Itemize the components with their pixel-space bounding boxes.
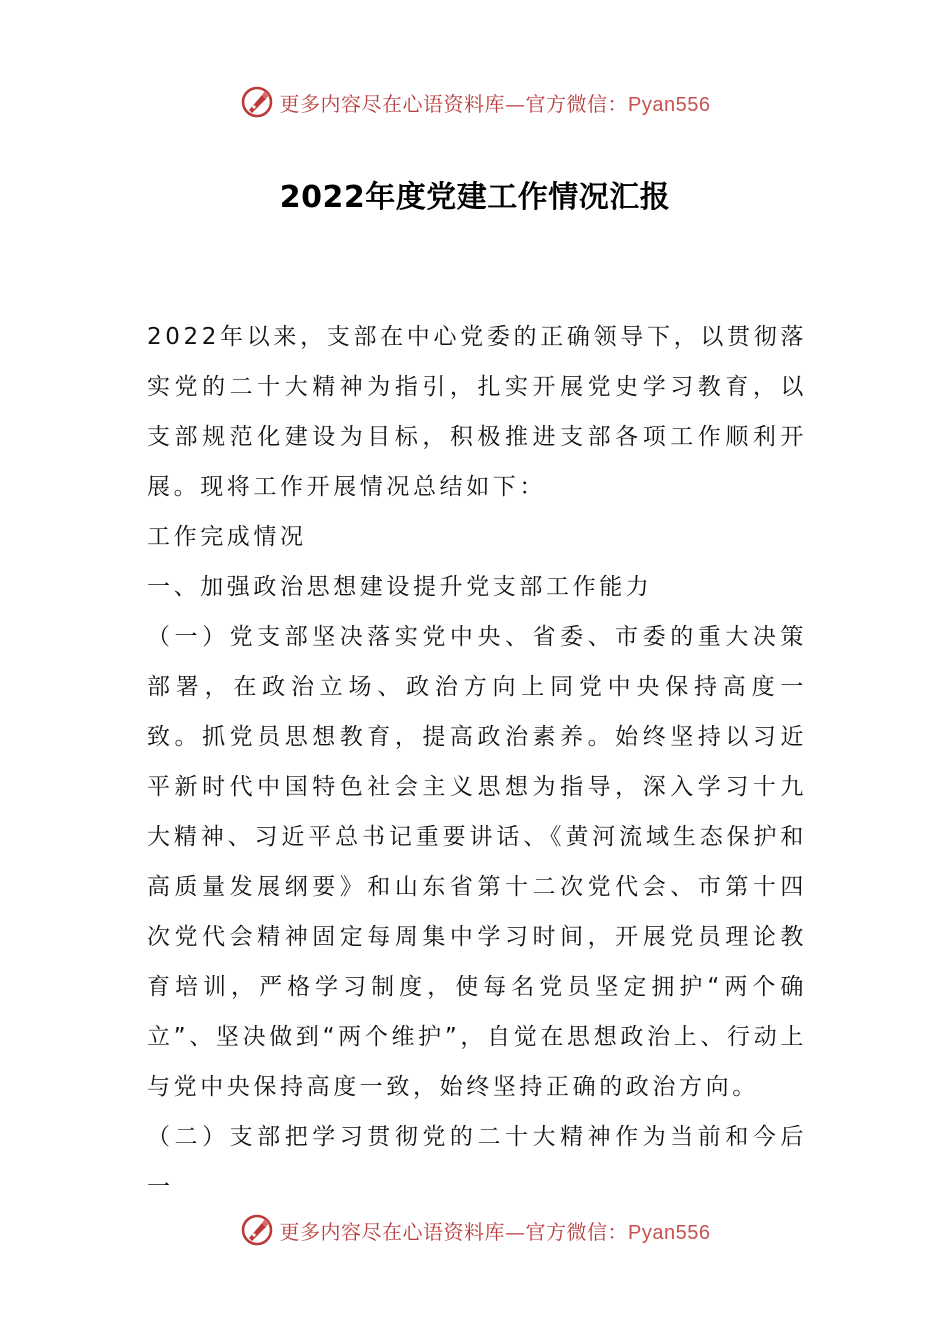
item-one-paragraph: （一）党支部坚决落实党中央、省委、市委的重大决策部署，在政治立场、政治方向上同党中央保持高度一致。抓党员思想教育，提高政治素养。始终坚持以习近平新时代中国特色社会主义思想为指导，深入学习十九大精神、习近平总书记重要讲话、《黄河流域生态保护和高质量发展纲要》和山东省第十二次党代会、市第十四次党代会精神固定每周集中学习时间，开展党员理论教育培训，严格学习制度，使每名党员坚定拥护“两个确立”、坚决做到“两个维护”，自觉在思想政治上、行动上与党中央保持高度一致，始终坚持正确的政治方向。 [147,624,807,1100]
document-body [147,312,807,1212]
watermark-text: 更多内容尽在心语资料库—官方微信：Pyan556 [279,91,711,116]
pen-nib-circle-icon [240,85,274,119]
subsection-heading: 一、加强政治思想建设提升党支部工作能力 [147,574,653,600]
watermark-text: 更多内容尽在心语资料库—官方微信：Pyan556 [279,1219,711,1244]
document-title: 2022年度党建工作情况汇报 [279,180,671,215]
intro-paragraph: 2022年以来，支部在中心党委的正确领导下，以贯彻落实党的二十大精神为指引，扎实开展党史学习教育，以支部规范化建设为目标，积极推进支部各项工作顺利开展。现将工作开展情况总结如下： [147,324,807,500]
footer-watermark [0,1210,950,1250]
watermark-handle: Pyan556 [628,1221,711,1244]
section-heading: 工作完成情况 [147,524,307,550]
item-two-paragraph: （二）支部把学习贯彻党的二十大精神作为当前和今后一 [147,1124,807,1200]
pen-nib-circle-icon [240,1213,274,1247]
watermark-handle: Pyan556 [628,93,711,116]
header-watermark [0,82,950,122]
